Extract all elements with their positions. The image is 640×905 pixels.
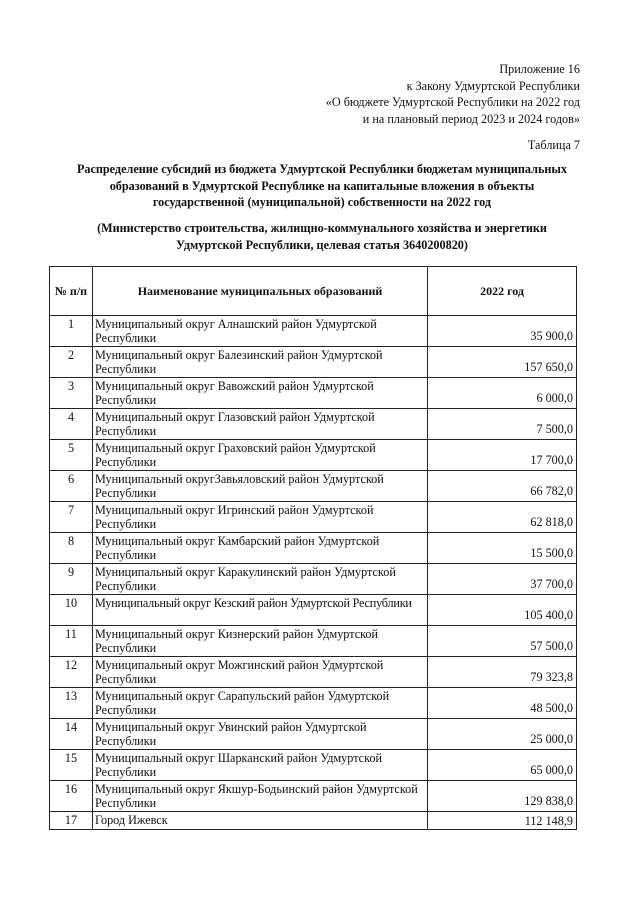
row-name: Муниципальный округ Шарканский район Удмуртской Республики	[93, 750, 428, 781]
row-value: 17 700,0	[428, 440, 577, 471]
row-num: 11	[50, 626, 93, 657]
row-num: 3	[50, 378, 93, 409]
row-name: Муниципальный округ Граховский район Удмуртской Республики	[93, 440, 428, 471]
table-label: Таблица 7	[527, 138, 580, 152]
row-value: 129 838,0	[428, 781, 577, 812]
table-row	[50, 533, 577, 564]
appendix-line: Приложение 16	[499, 62, 580, 76]
row-value: 62 818,0	[428, 502, 577, 533]
row-num: 16	[50, 781, 93, 812]
table-row	[50, 781, 577, 812]
row-name: Муниципальный округ Увинский район Удмуртской Республики	[93, 719, 428, 750]
row-name: Муниципальный округ Вавожский район Удмуртской Республики	[93, 378, 428, 409]
table-row	[50, 471, 577, 502]
row-value: 15 500,0	[428, 533, 577, 564]
table-row	[50, 688, 577, 719]
table-row	[50, 812, 577, 830]
subtitle-line: (Министерство строительства, жилищно-коммунального хозяйства и энергетики	[97, 221, 547, 235]
table-row	[50, 595, 577, 626]
header-year: 2022 год	[428, 267, 577, 316]
row-name: Муниципальный округ Сарапульский район Удмуртской Республики	[93, 688, 428, 719]
row-name: Город Ижевск	[93, 812, 428, 830]
table-header-row	[50, 267, 577, 316]
row-num: 5	[50, 440, 93, 471]
row-value: 35 900,0	[428, 316, 577, 347]
row-name: Муниципальный округ Балезинский район Удмуртской Республики	[93, 347, 428, 378]
row-num: 2	[50, 347, 93, 378]
row-value: 6 000,0	[428, 378, 577, 409]
title-line: образований в Удмуртской Республике на капитальные вложения в объекты	[109, 178, 535, 193]
row-num: 7	[50, 502, 93, 533]
row-name: Муниципальный округ Игринский район Удмуртской Республики	[93, 502, 428, 533]
table-row	[50, 502, 577, 533]
table-row	[50, 564, 577, 595]
row-value: 37 700,0	[428, 564, 577, 595]
title-line: Распределение субсидий из бюджета Удмуртской Республики бюджетам муниципальных	[76, 162, 568, 176]
row-num: 8	[50, 533, 93, 564]
row-value: 112 148,9	[428, 812, 577, 830]
appendix-line: и на плановый период 2023 и 2024 годов»	[362, 111, 580, 126]
row-name: Муниципальный округ Алнашский район Удмуртской Республики	[93, 316, 428, 347]
row-value: 105 400,0	[428, 595, 577, 626]
table-row	[50, 719, 577, 750]
subtitle-line: Удмуртской Республики, целевая статья 3640200820)	[176, 237, 468, 252]
row-name: Муниципальный округ Можгинский район Удмуртской Республики	[93, 657, 428, 688]
header-num: № п/п	[50, 267, 93, 316]
table-row	[50, 347, 577, 378]
document-title	[52, 161, 592, 211]
appendix-line: «О бюджете Удмуртской Республики на 2022 год	[325, 95, 580, 109]
document-subtitle	[52, 220, 592, 253]
row-num: 13	[50, 688, 93, 719]
row-num: 1	[50, 316, 93, 347]
table-row	[50, 657, 577, 688]
subsidy-table	[49, 266, 577, 830]
row-num: 12	[50, 657, 93, 688]
title-line: государственной (муниципальной) собственности на 2022 год	[152, 195, 492, 209]
row-num: 6	[50, 471, 93, 502]
table-row	[50, 750, 577, 781]
row-num: 15	[50, 750, 93, 781]
row-num: 4	[50, 409, 93, 440]
appendix-line: к Закону Удмуртской Республики	[406, 78, 580, 93]
row-name: Муниципальный округ Камбарский район Удмуртской Республики	[93, 533, 428, 564]
row-value: 7 500,0	[428, 409, 577, 440]
row-num: 14	[50, 719, 93, 750]
row-num: 9	[50, 564, 93, 595]
table-row	[50, 440, 577, 471]
row-name: Муниципальный округЗавьяловский район Удмуртской Республики	[93, 471, 428, 502]
row-name: Муниципальный округ Кизнерский район Удмуртской Республики	[93, 626, 428, 657]
table-row	[50, 378, 577, 409]
table-row	[50, 626, 577, 657]
row-value: 79 323,8	[428, 657, 577, 688]
header-name: Наименование муниципальных образований	[93, 267, 428, 316]
row-num: 17	[50, 812, 93, 830]
appendix-header	[326, 61, 580, 127]
row-value: 65 000,0	[428, 750, 577, 781]
row-value: 157 650,0	[428, 347, 577, 378]
row-name: Муниципальный округ Каракулинский район Удмуртской Республики	[93, 564, 428, 595]
row-value: 57 500,0	[428, 626, 577, 657]
row-name: Муниципальный округ Кезский район Удмуртской Республики	[93, 595, 428, 626]
row-num: 10	[50, 595, 93, 626]
table-row	[50, 409, 577, 440]
row-value: 25 000,0	[428, 719, 577, 750]
row-value: 48 500,0	[428, 688, 577, 719]
row-name: Муниципальный округ Глазовский район Удмуртской Республики	[93, 409, 428, 440]
row-name: Муниципальный округ Якшур-Бодьинский район Удмуртской Республики	[93, 781, 428, 812]
table-row	[50, 316, 577, 347]
row-value: 66 782,0	[428, 471, 577, 502]
